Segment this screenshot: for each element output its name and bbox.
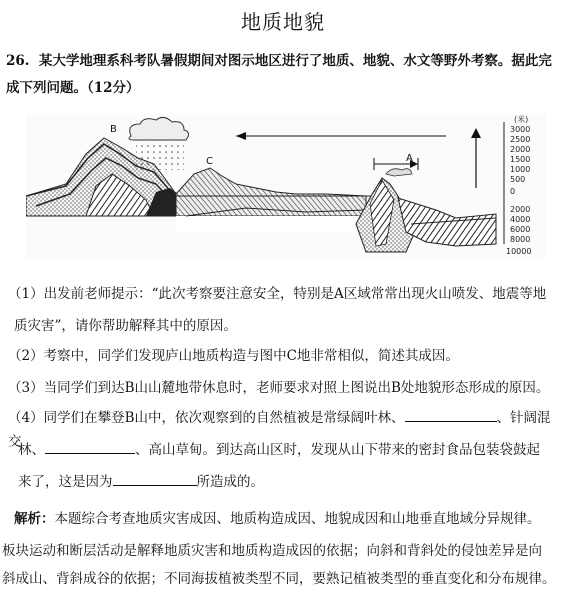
solution-line-1	[14, 506, 562, 532]
scale-tick-4: 1000	[510, 165, 531, 174]
scale-tick-8: 4000	[510, 215, 531, 224]
solution-colon: ：	[41, 511, 55, 527]
answer-blank-2[interactable]	[45, 439, 135, 454]
solution-label: 解析	[14, 511, 41, 527]
label-b: B	[110, 124, 117, 135]
scale-tick-1: 2500	[510, 135, 531, 144]
geologic-cross-section-figure	[26, 114, 546, 260]
question-stem	[6, 48, 558, 102]
solution-line-3: 斜成山、背斜成谷的依据；不同海拔植被类型不同，要熟记植被类型的垂直变化和分布规律。	[2, 571, 556, 587]
cloud-rain	[129, 117, 188, 170]
scale-tick-6: 0	[510, 187, 516, 196]
q4-text-b: 、针阔混交	[8, 410, 551, 450]
scale-tick-7: 2000	[510, 205, 531, 214]
question-3: （3）当同学们到达B山山麓地带休息时，老师要求对照上图说出B处地貌形态形成的原因。	[8, 380, 550, 396]
question-2: （2）考察中，同学们发现庐山地质构造与图中C地非常相似，简述其成因。	[8, 348, 459, 364]
question-4-line-3	[18, 470, 566, 494]
q4-text-f: 所造成的。	[196, 474, 264, 490]
question-1-line-2: 质灾害”，请你帮助解释其中的原因。	[14, 318, 237, 334]
question-1-line-1: （1）出发前老师提示：“此次考察要注意安全，特别是A区域常常出现火山喷发、地震等地	[8, 286, 547, 302]
solution-line-2: 板块运动和断层活动是解释地质灾害和地质构造成因的依据；向斜和背斜处的侵蚀差异是向	[2, 543, 542, 559]
scale-tick-3: 1500	[510, 155, 531, 164]
scale-tick-2: 2000	[510, 145, 531, 154]
q4-text-d: 、高山草甸。到达高山区时，发现从山下带来的密封食品包装袋鼓起	[135, 442, 540, 458]
answer-blank-1[interactable]	[405, 407, 497, 422]
scale-unit: (米)	[514, 115, 529, 124]
scale-tick-10: 8000	[510, 235, 531, 244]
label-a: A	[406, 153, 413, 164]
page-title: 地质地貌	[241, 10, 325, 34]
question-4-line-2	[18, 438, 566, 462]
answer-blank-3[interactable]	[113, 471, 197, 486]
scale-tick-9: 6000	[510, 225, 531, 234]
question-number: 26.	[6, 53, 30, 69]
scale-tick-0: 3000	[510, 125, 531, 134]
question-text: 某大学地理系科考队暑假期间对图示地区进行了地质、地貌、水文等野外考察。据此完成下列问题。（12分）	[6, 53, 552, 96]
label-c: C	[206, 156, 213, 167]
q4-text-c: 林、	[18, 442, 45, 458]
q4-text-a: （4）同学们在攀登B山中，依次观察到的自然植被是常绿阔叶林、	[8, 410, 405, 426]
q4-text-e: 来了，这是因为	[18, 474, 113, 490]
scale-tick-11: 10000	[506, 247, 532, 256]
solution-text-1: 本题综合考查地质灾害成因、地质构造成因、地貌成因和山地垂直地域分异规律。	[54, 511, 541, 527]
scale-tick-5: 500	[510, 175, 526, 184]
